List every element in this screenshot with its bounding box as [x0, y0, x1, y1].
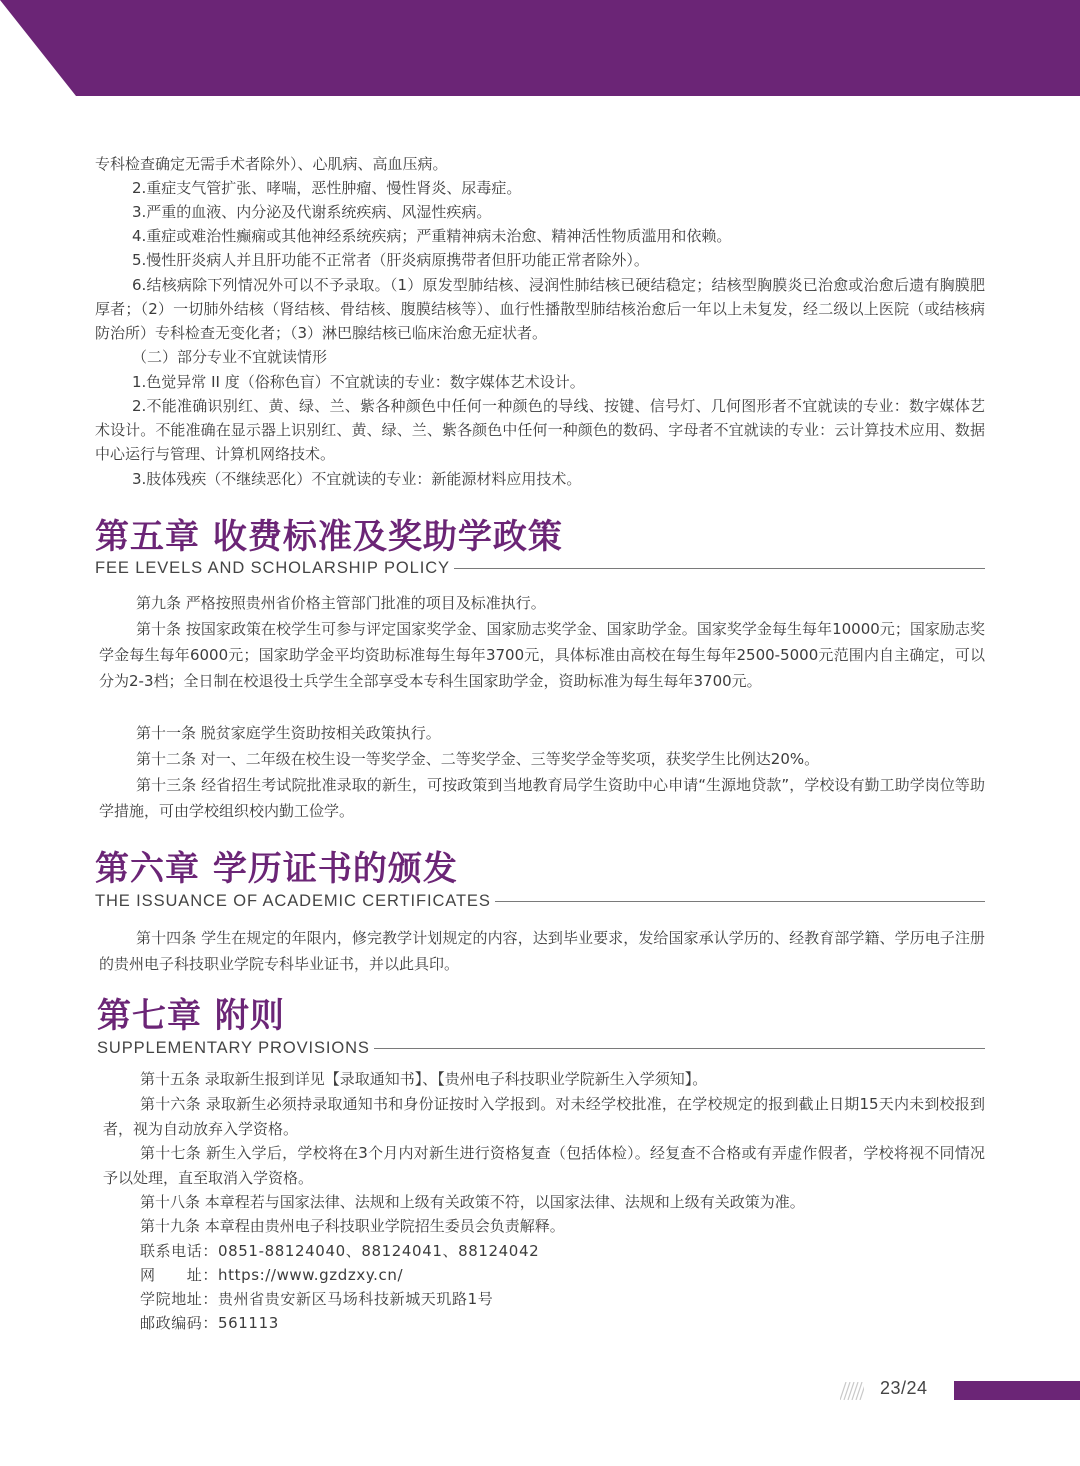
paragraph: 1.色觉异常 II 度（俗称色盲）不宜就读的专业：数字媒体艺术设计。 — [132, 373, 585, 391]
paragraph: （二）部分专业不宜就读情形 — [132, 348, 328, 366]
paragraph: 第九条 严格按照贵州省价格主管部门批准的项目及标准执行。 — [136, 594, 546, 612]
paragraph: 第十七条 新生入学后，学校将在3个月内对新生进行资格复查（包括体检）。经复查不合格或有弄虚作假者，学校将视不同情况予以处理，直至取消入学资格。 — [103, 1144, 985, 1187]
chapter-subtitle-row — [95, 891, 985, 911]
contact-phone: 联系电话：0851-88124040、88124041、88124042 — [140, 1242, 540, 1260]
page-number: 23/24 — [880, 1378, 928, 1398]
paragraph: 6.结核病除下列情况外可以不予录取。（1）原发型肺结核、浸润性肺结核已硬结稳定；结核型胸膜炎已治愈或治愈后遗有胸膜肥厚者；（2）一切肺外结核（肾结核、骨结核、腹膜结核等）、血行性播散型肺结核治愈后一年以上未复发，经二级以上医院（或结核病防治所）专科检查无变化者；（3）淋巴腺结核已临床治愈无症状者。 — [95, 276, 985, 343]
footer-hatch-decoration — [840, 1382, 864, 1400]
chapter-subtitle: THE ISSUANCE OF ACADEMIC CERTIFICATES — [95, 891, 491, 910]
paragraph: 2.不能准确识别红、黄、绿、兰、紫各种颜色中任何一种颜色的导线、按键、信号灯、几何图形者不宜就读的专业：数字媒体艺术设计。不能准确在显示器上识别红、黄、绿、兰、紫各颜色中任何一种颜色的数码、字母者不宜就读的专业：云计算技术应用、数据中心运行与管理、计算机网络技术。 — [95, 397, 985, 464]
contact-postcode: 邮政编码：561113 — [140, 1314, 279, 1332]
paragraph: 第十三条 经省招生考试院批准录取的新生，可按政策到当地教育局学生资助中心申请“生源地贷款”，学校设有勤工助学岗位等助学措施，可由学校组织校内勤工俭学。 — [99, 776, 985, 821]
chapter-subtitle-row — [97, 1038, 985, 1058]
paragraph: 专科检查确定无需手术者除外）、心肌病、高血压病。 — [95, 155, 448, 173]
paragraph: 第十条 按国家政策在校学生可参与评定国家奖学金、国家励志奖学金、国家助学金。国家奖学金每生每年10000元；国家励志奖学金每生每年6000元；国家助学金平均资助标准每生每年3700元，具体标准由高校在每生每年2500-5000元范围内自主确定，可以分为2-3档；全日制在校退役士兵学生全部享受本专科生国家助学金，资助标准为每生每年3700元。 — [99, 620, 985, 691]
paragraph: 第十九条 本章程由贵州电子科技职业学院招生委员会负责解释。 — [140, 1217, 565, 1235]
divider — [374, 1048, 985, 1049]
chapter-subtitle: FEE LEVELS AND SCHOLARSHIP POLICY — [95, 558, 450, 577]
contact-website: 网 址：https://www.gzdzxy.cn/ — [140, 1266, 404, 1284]
paragraph: 第十四条 学生在规定的年限内，修完教学计划规定的内容，达到毕业要求，发给国家承认学历的、经教育部学籍、学历电子注册的贵州电子科技职业学院专科毕业证书，并以此具印。 — [99, 929, 985, 974]
paragraph: 5.慢性肝炎病人并且肝功能不正常者（肝炎病原携带者但肝功能正常者除外）。 — [132, 251, 649, 269]
chapter-title: 第七章 附则 — [97, 996, 285, 1036]
chapter-title: 第五章 收费标准及奖助学政策 — [95, 517, 563, 557]
paragraph: 3.严重的血液、内分泌及代谢系统疾病、风湿性疾病。 — [132, 203, 492, 221]
contact-address: 学院地址：贵州省贵安新区马场科技新城天玑路1号 — [140, 1290, 494, 1308]
chapter-title: 第六章 学历证书的颁发 — [95, 849, 458, 889]
chapter-subtitle: SUPPLEMENTARY PROVISIONS — [97, 1038, 370, 1057]
top-banner — [0, 0, 1080, 96]
paragraph: 第十一条 脱贫家庭学生资助按相关政策执行。 — [136, 724, 441, 742]
divider — [454, 568, 985, 569]
paragraph: 第十六条 录取新生必须持录取通知书和身份证按时入学报到。对未经学校批准，在学校规定的报到截止日期15天内未到校报到者，视为自动放弃入学资格。 — [103, 1095, 985, 1138]
chapter-subtitle-row — [95, 558, 985, 578]
paragraph: 第十五条 录取新生报到详见【录取通知书】、【贵州电子科技职业学院新生入学须知】。 — [140, 1070, 708, 1088]
paragraph: 3.肢体残疾（不继续恶化）不宜就读的专业：新能源材料应用技术。 — [132, 470, 582, 488]
paragraph: 4.重症或难治性癫痫或其他神经系统疾病；严重精神病未治愈、精神活性物质滥用和依赖。 — [132, 227, 732, 245]
divider — [495, 901, 985, 902]
paragraph: 2.重症支气管扩张、哮喘，恶性肿瘤、慢性肾炎、尿毒症。 — [132, 179, 522, 197]
footer-accent-bar — [954, 1381, 1080, 1400]
paragraph: 第十二条 对一、二年级在校生设一等奖学金、二等奖学金、三等奖学金等奖项，获奖学生比例达20%。 — [136, 750, 820, 768]
paragraph: 第十八条 本章程若与国家法律、法规和上级有关政策不符，以国家法律、法规和上级有关政策为准。 — [140, 1193, 805, 1211]
